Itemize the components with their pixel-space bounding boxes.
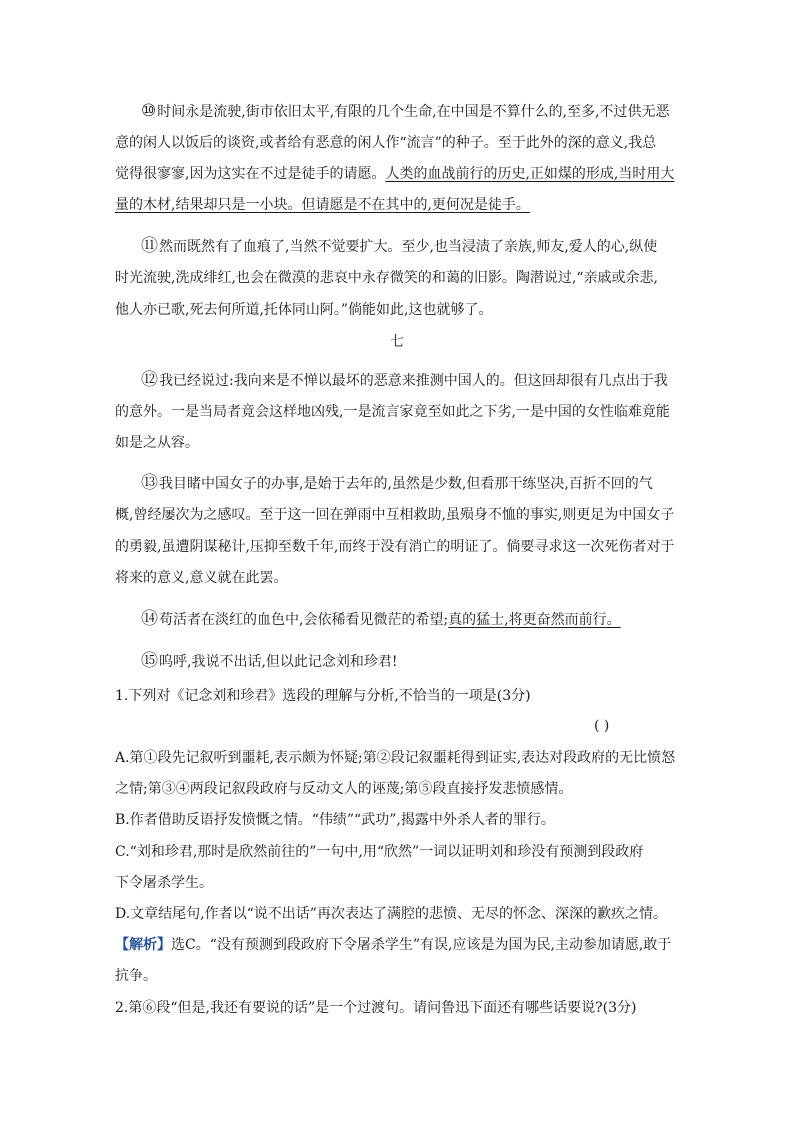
paragraph-11-line-3: 他人亦已歌,死去何所道,托体同山阿。”倘能如此,这也就够了。 [115, 302, 493, 318]
option-a-line-2: 之情;第③④两段记叙段政府与反动文人的诬蔑;第⑤段直接抒发悲愤感情。 [115, 781, 573, 797]
option-d: D.文章结尾句,作者以“说不出话”再次表达了满腔的悲愤、无尽的怀念、深深的歉疚之情。 [115, 906, 667, 922]
paragraph-11-line-2: 时光流驶,洗成绯红,也会在微漠的悲哀中永存微笑的和蔼的旧影。陶潜说过,“亲戚或余悲, [115, 270, 658, 286]
paragraph-number: ⑩ [141, 101, 157, 121]
paragraph-14: ⑭苟活者在淡红的血色中,会依稀看见微茫的希望;真的猛士,将更奋然而前行。 [141, 609, 621, 629]
paragraph-10-line-1: ⑩时间永是流驶,街市依旧太平,有限的几个生命,在中国是不算什么的,至多,不过供无恶 [141, 101, 670, 121]
answer-blank: ( ) [594, 718, 610, 734]
paragraph-12-line-3: 如是之从容。 [115, 435, 199, 451]
paragraph-number: ⑫ [141, 370, 158, 390]
paragraph-12-line-1: ⑫我已经说过:我向来是不惮以最坏的恶意来推测中国人的。但这回却很有几点出于我 [141, 370, 668, 390]
question-1-stem: 1.下列对《记念刘和珍君》选段的理解与分析,不恰当的一项是(3分) [115, 688, 531, 704]
option-a-line-1: A.第①段先记叙听到噩耗,表示颇为怀疑;第②段记叙噩耗得到证实,表达对段政府的无比愤怒 [115, 750, 676, 766]
paragraph-number: ⑮ [141, 651, 158, 671]
paragraph-10-line-3: 觉得很寥寥,因为这实在不过是徒手的请愿。人类的血战前行的历史,正如煤的形成,当时用大 [115, 166, 675, 182]
paragraph-13-line-3: 的勇毅,虽遭阴谋秘计,压抑至数千年,而终于没有消亡的明证了。倘要寻求这一次死伤者对于 [115, 539, 675, 555]
paragraph-number: ⑭ [141, 609, 158, 629]
analysis-tag: 【解析】 [115, 937, 171, 953]
paragraph-10-line-2: 意的闲人以饭后的谈资,或者给有恶意的闲人作“流言”的种子。至于此外的深的意义,我总 [115, 135, 657, 151]
underlined-sentence: 真的猛士,将更奋然而前行。 [448, 612, 621, 628]
option-c-line-1: C.“刘和珍君,那时是欣然前往的”一句中,用“欣然”一词以证明刘和珍没有预测到段政府 [115, 844, 644, 860]
section-heading: 七 [390, 334, 404, 350]
answer-analysis-line-1: 【解析】选C。“没有预测到段政府下令屠杀学生”有误,应该是为国为民,主动参加请愿,敢于 [115, 937, 672, 953]
question-2-stem: 2.第⑥段“但是,我还有要说的话”是一个过渡句。请问鲁迅下面还有哪些话要说?(3分) [115, 1000, 637, 1016]
paragraph-13-line-1: ⑬我目睹中国女子的办事,是始于去年的,虽然是少数,但看那干练坚决,百折不回的气 [141, 473, 653, 493]
paragraph-10-line-4 [115, 195, 530, 215]
paragraph-11-line-1: ⑪然而既然有了血痕了,当然不觉要扩大。至少,也当浸渍了亲族,师友,爱人的心,纵使 [141, 236, 658, 256]
paragraph-13-line-4: 将来的意义,意义就在此罢。 [115, 570, 288, 586]
underlined-sentence: 量的木材,结果却只是一小块。但请愿是不在其中的,更何况是徒手。 [115, 197, 530, 213]
option-b: B.作者借助反语抒发愤慨之情。“伟绩”“武功”,揭露中外杀人者的罪行。 [115, 812, 555, 828]
paragraph-number: ⑪ [141, 236, 158, 256]
paragraph-15: ⑮呜呼,我说不出话,但以此记念刘和珍君! [141, 651, 398, 671]
answer-analysis-line-2: 抗争。 [115, 968, 157, 984]
option-c-line-2: 下令屠杀学生。 [115, 875, 213, 891]
paragraph-number: ⑬ [141, 473, 158, 493]
paragraph-13-line-2: 概,曾经屡次为之感叹。至于这一回在弹雨中互相救助,虽殒身不恤的事实,则更足为中国女子 [115, 507, 675, 523]
underlined-sentence: 人类的血战前行的历史,正如煤的形成,当时用大 [385, 166, 675, 182]
paragraph-12-line-2: 的意外。一是当局者竟会这样地凶残,一是流言家竟至如此之下劣,一是中国的女性临难竟能 [115, 404, 670, 420]
